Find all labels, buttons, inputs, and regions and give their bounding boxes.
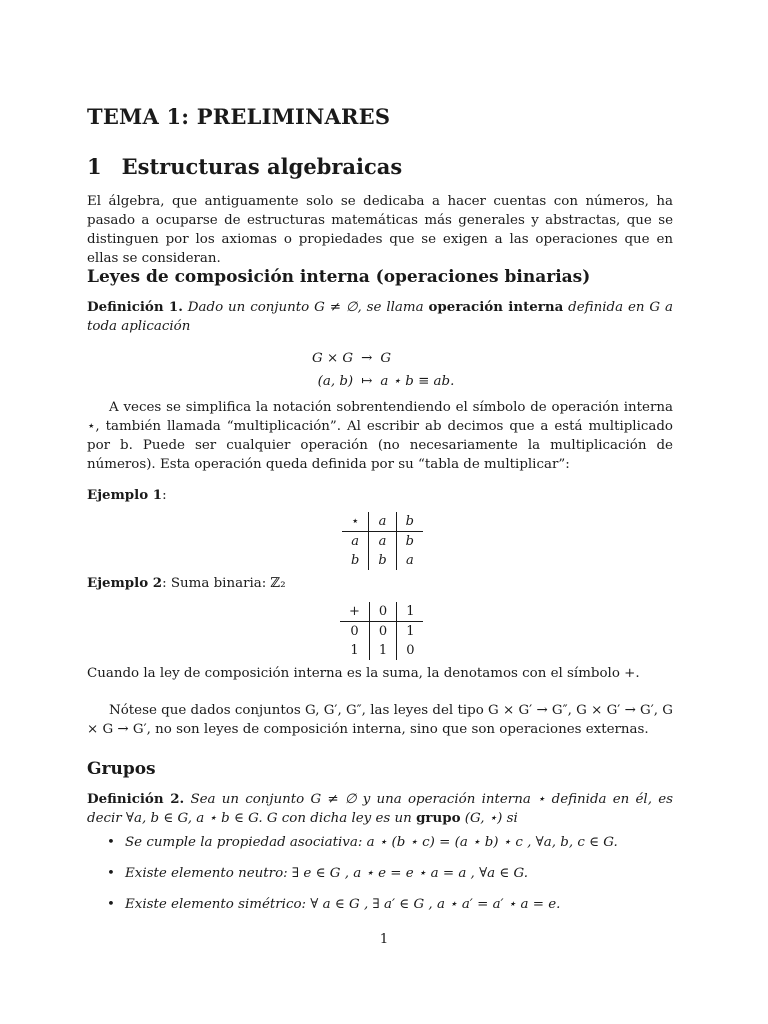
definition-text: Dado un conjunto G ≠ ∅, se llama bbox=[187, 300, 424, 315]
definition-label: Definición 2. bbox=[87, 791, 185, 807]
table-cell: 0 bbox=[340, 622, 369, 642]
definition-text: (G, ⋆) si bbox=[464, 811, 518, 826]
list-item: • Existe elemento neutro: ∃ e ∈ G , a ⋆ e = e ⋆ a = a , ∀a ∈ G. bbox=[105, 864, 675, 883]
table-cell: a bbox=[369, 532, 396, 552]
table-cell: a bbox=[342, 532, 369, 552]
section-heading bbox=[87, 154, 403, 179]
external-operations-paragraph: Nótese que dados conjuntos G, G′, G″, las leyes del tipo G × G′ → G″, G × G′ → G′, G × G → G′, no son leyes de composición interna, sino que son operaciones externas. bbox=[87, 703, 673, 737]
table-cell: + bbox=[340, 602, 369, 622]
notation-paragraph: A veces se simplifica la notación sobrentendiendo el símbolo de operación interna ⋆, también llamada “multiplicación”. Al escribir ab decimos que a está multiplicado por b. Puede ser cualquier operación (no necesariamente la multiplicación de números). Esta operación queda definida por su “tabla de multiplicar”: bbox=[87, 400, 673, 472]
definition-term: grupo bbox=[416, 810, 461, 826]
subsection-heading-groups: Grupos bbox=[87, 759, 156, 779]
table-cell: 1 bbox=[406, 624, 415, 639]
intro-paragraph: El álgebra, que antiguamente solo se dedicaba a hacer cuentas con números, ha pasado a ocuparse de estructuras matemáticas más generales y abstractas, que se distinguen por los axiomas o propiedades que se exigen a las operaciones que en ellas se consideran. bbox=[87, 194, 673, 266]
table-cell: 0 bbox=[369, 602, 396, 622]
section-title: Estructuras algebraicas bbox=[121, 154, 403, 179]
mapping-element: (a, b) bbox=[317, 374, 354, 389]
table-cell: a bbox=[405, 553, 414, 568]
multiplication-table-1 bbox=[342, 512, 423, 570]
definition-label: Definición 1. bbox=[87, 299, 183, 315]
table-cell: 0 bbox=[406, 643, 415, 658]
table-cell: b bbox=[396, 512, 423, 532]
example-suffix: : bbox=[162, 488, 167, 503]
table-cell: 1 bbox=[340, 641, 369, 660]
table-cell: 0 bbox=[369, 622, 396, 642]
example-2-label bbox=[87, 574, 286, 593]
list-item: • Existe elemento simétrico: ∀ a ∈ G , ∃ a′ ∈ G , a ⋆ a′ = a′ ⋆ a = e. bbox=[105, 895, 675, 914]
document-title: TEMA 1: PRELIMINARES bbox=[87, 104, 391, 129]
sum-notation-paragraph: Cuando la ley de composición interna es la suma, la denotamos con el símbolo +. bbox=[87, 666, 640, 681]
example-label: Ejemplo 2 bbox=[87, 575, 163, 591]
mapping-codomain: G bbox=[380, 351, 392, 366]
section-number: 1 bbox=[87, 154, 102, 179]
addition-table-z2 bbox=[340, 602, 423, 660]
subsection-heading-operations: Leyes de composición interna (operaciones binarias) bbox=[87, 267, 591, 287]
example-1-label bbox=[87, 486, 167, 505]
definition-text: definida en G a toda aplicación bbox=[87, 300, 673, 334]
mapping-domain: G × G bbox=[312, 351, 354, 366]
mapping-arrow: → bbox=[361, 351, 373, 366]
group-properties-list bbox=[105, 833, 675, 926]
definition-1 bbox=[87, 298, 673, 336]
example-suffix: : Suma binaria: ℤ₂ bbox=[162, 576, 286, 591]
table-cell: b bbox=[369, 551, 396, 570]
mapping-display bbox=[307, 346, 459, 394]
page-number: 1 bbox=[379, 932, 389, 947]
table-cell: 1 bbox=[369, 641, 396, 660]
definition-term: operación interna bbox=[428, 299, 564, 315]
table-cell: ⋆ bbox=[342, 512, 369, 532]
definition-2 bbox=[87, 790, 673, 828]
table-cell: 1 bbox=[397, 602, 424, 622]
table-cell: b bbox=[342, 551, 369, 570]
table-cell: b bbox=[405, 534, 414, 549]
mapping-maps-to: ↦ bbox=[361, 374, 373, 389]
table-cell: a bbox=[369, 512, 396, 532]
example-label: Ejemplo 1 bbox=[87, 487, 163, 503]
definition-text: Sea un conjunto G ≠ ∅ y una operación interna ⋆ definida en él, es decir ∀a, b ∈ G, a ⋆ b ∈ G. G con dicha ley es un bbox=[87, 792, 673, 826]
mapping-image: a ⋆ b ≡ ab. bbox=[380, 374, 455, 389]
list-item: • Se cumple la propiedad asociativa: a ⋆ (b ⋆ c) = (a ⋆ b) ⋆ c , ∀a, b, c ∈ G. bbox=[105, 833, 675, 852]
